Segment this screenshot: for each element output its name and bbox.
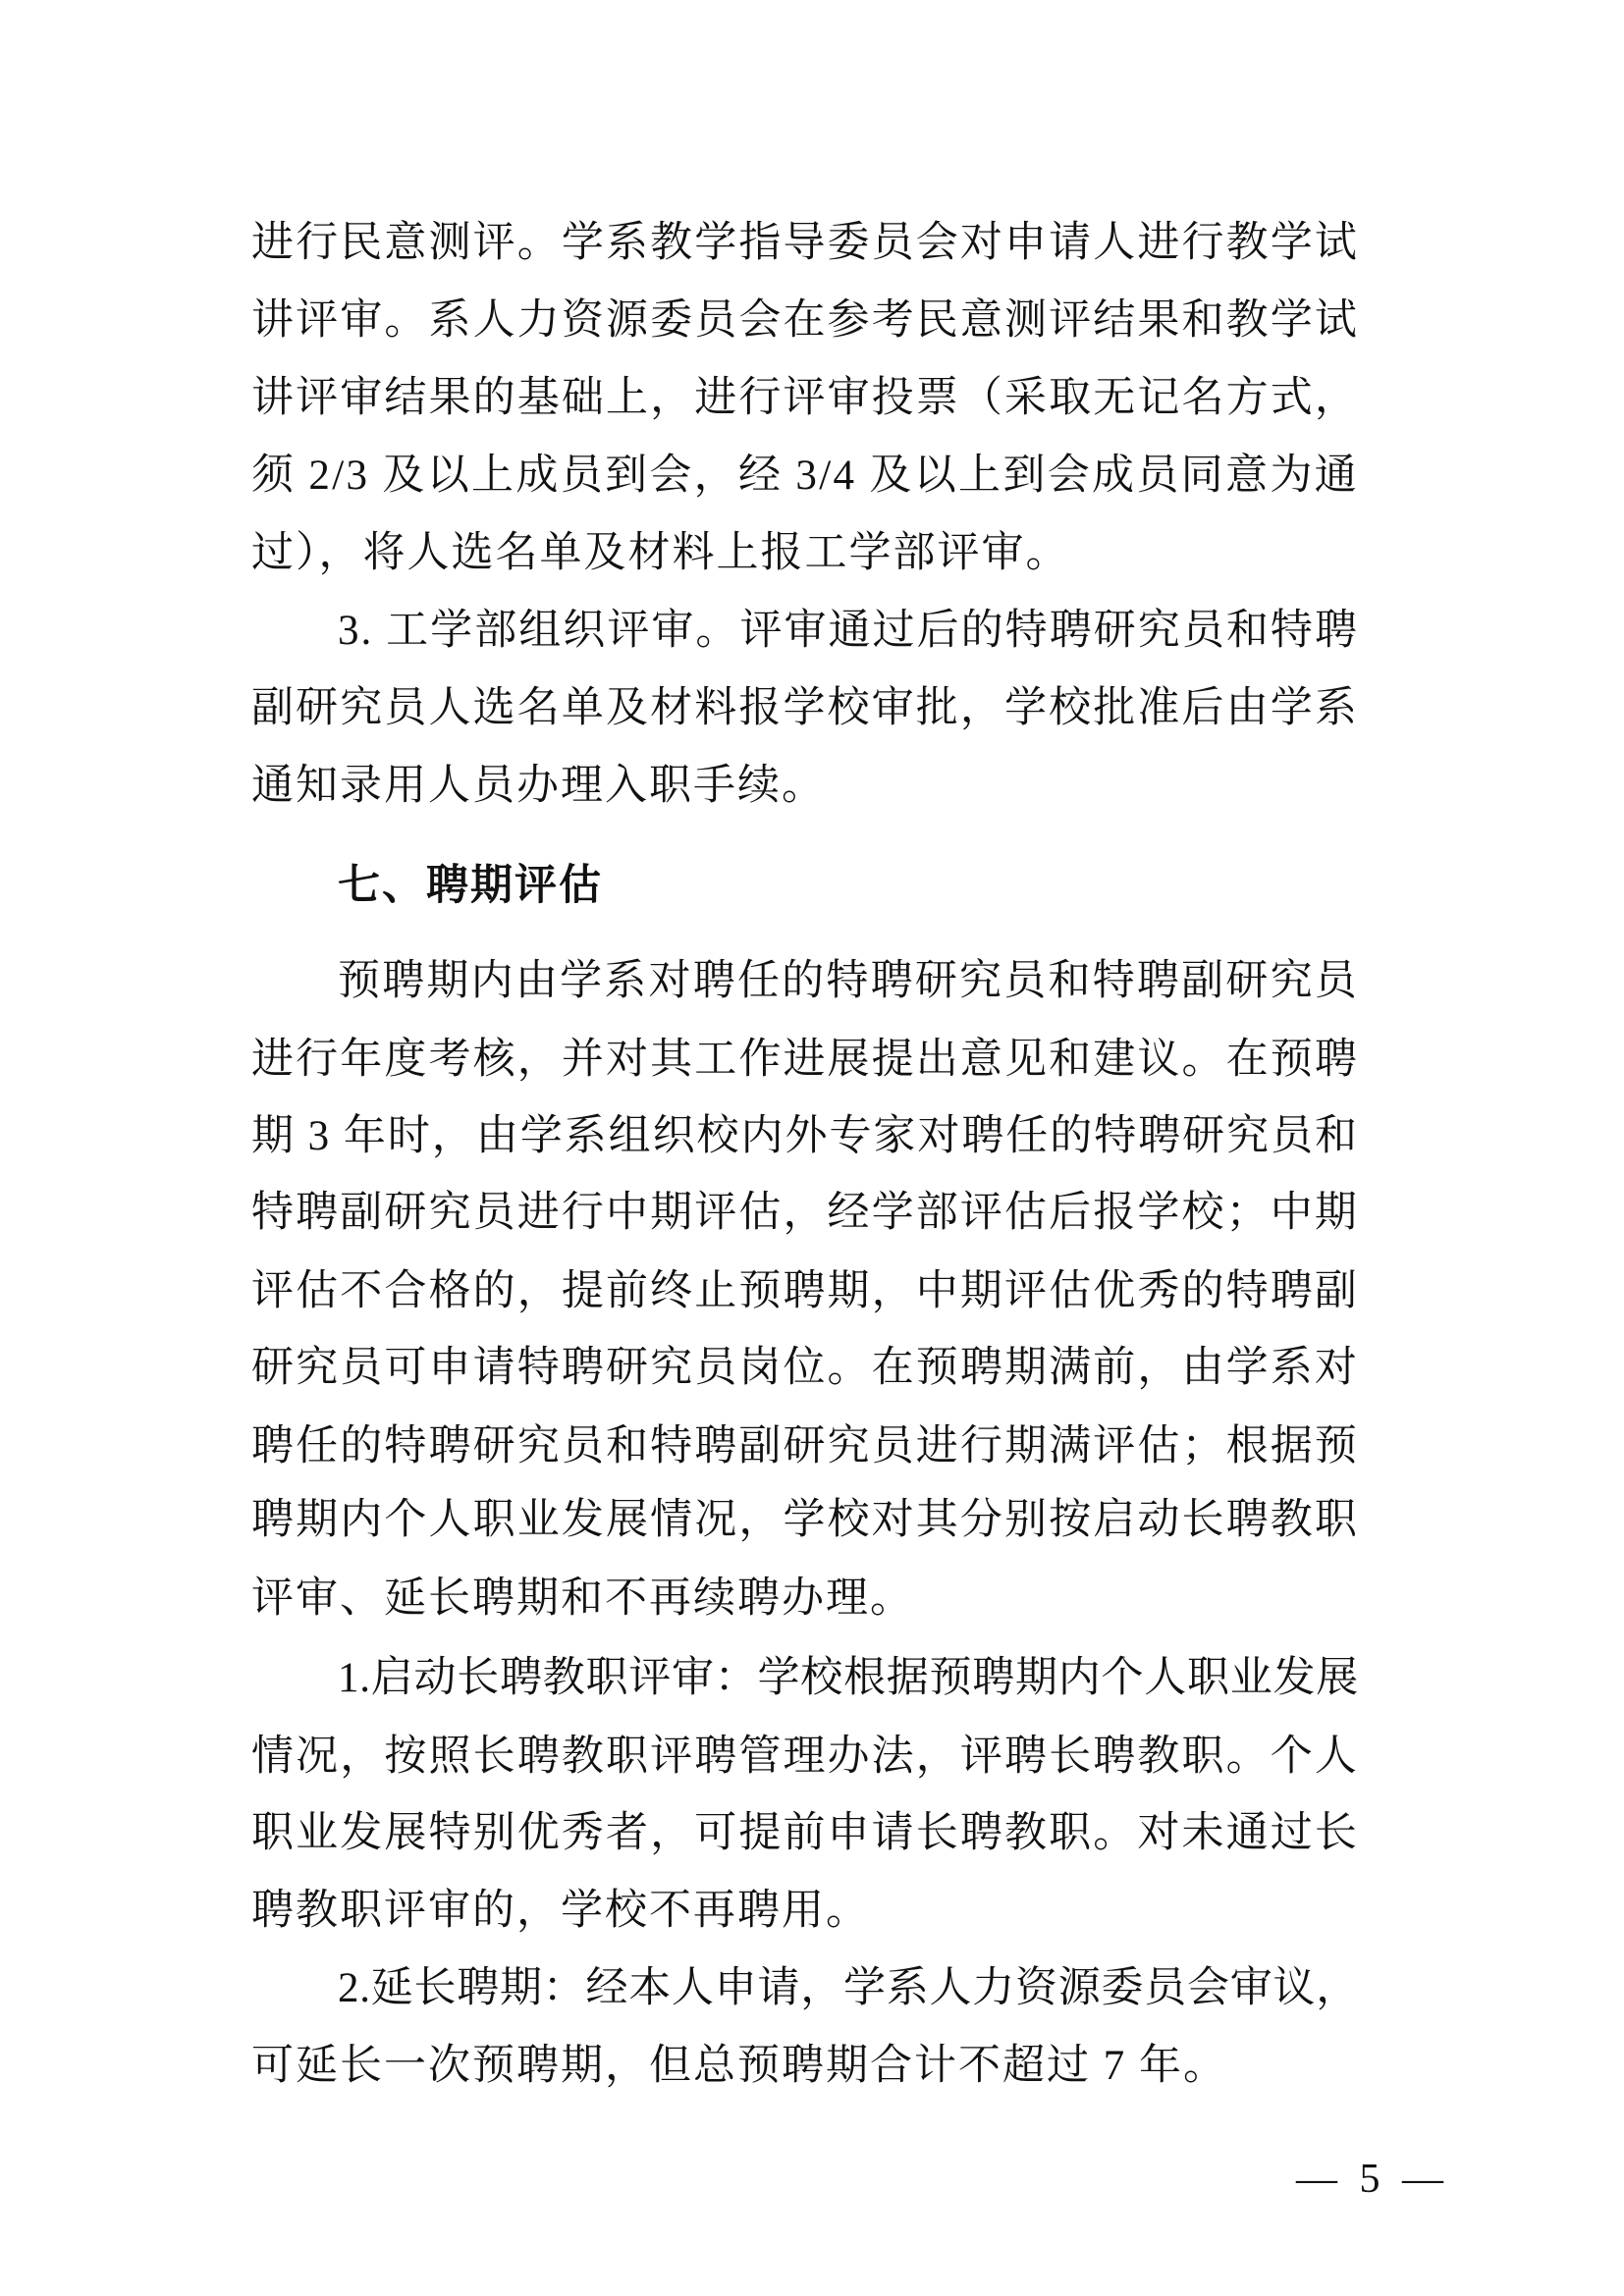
page-number: — 5 —: [1296, 2157, 1449, 2202]
text-line: 聘期内个人职业发展情况，学校对其分别按启动长聘教职: [251, 1497, 1359, 1543]
text-line: 1.启动长聘教职评审：学校根据预聘期内个人职业发展: [338, 1655, 1359, 1701]
text-line: 3. 工学部组织评审。评审通过后的特聘研究员和特聘: [338, 608, 1359, 654]
text-line: 评审、延长聘期和不再续聘办理。: [251, 1575, 914, 1622]
text-line: 讲评审结果的基础上，进行评审投票（采取无记名方式，: [251, 375, 1359, 421]
text-line: 职业发展特别优秀者，可提前申请长聘教职。对未通过长: [251, 1810, 1359, 1856]
text-line: 进行年度考核，并对其工作进展提出意见和建议。在预聘: [251, 1037, 1359, 1083]
text-line: 可延长一次预聘期，但总预聘期合计不超过 7 年。: [251, 2043, 1227, 2089]
text-line: 期 3 年时，由学系组织校内外专家对聘任的特聘研究员和: [251, 1113, 1359, 1159]
text-line: 讲评审。系人力资源委员会在参考民意测评结果和教学试: [251, 297, 1359, 344]
text-line: 副研究员人选名单及材料报学校审批，学校批准后由学系: [251, 685, 1359, 731]
text-line: 评估不合格的，提前终止预聘期，中期评估优秀的特聘副: [251, 1268, 1359, 1314]
section-heading: 七、聘期评估: [338, 862, 603, 909]
text-line: 通知录用人员办理入职手续。: [251, 763, 826, 809]
text-line: 进行民意测评。学系教学指导委员会对申请人进行教学试: [251, 220, 1359, 266]
text-line: 过），将人选名单及材料上报工学部评审。: [251, 530, 1070, 576]
text-line: 须 2/3 及以上成员到会，经 3/4 及以上到会成员同意为通: [251, 453, 1359, 499]
text-line: 预聘期内由学系对聘任的特聘研究员和特聘副研究员: [338, 958, 1359, 1004]
text-line: 情况，按照长聘教职评聘管理办法，评聘长聘教职。个人: [251, 1734, 1359, 1780]
text-line: 特聘副研究员进行中期评估，经学部评估后报学校；中期: [251, 1190, 1359, 1236]
text-line: 聘教职评审的，学校不再聘用。: [251, 1888, 870, 1934]
text-line: 研究员可申请特聘研究员岗位。在预聘期满前，由学系对: [251, 1345, 1359, 1391]
text-line: 2.延长聘期：经本人申请，学系人力资源委员会审议，: [338, 1965, 1359, 2011]
text-line: 聘任的特聘研究员和特聘副研究员进行期满评估；根据预: [251, 1423, 1359, 1469]
